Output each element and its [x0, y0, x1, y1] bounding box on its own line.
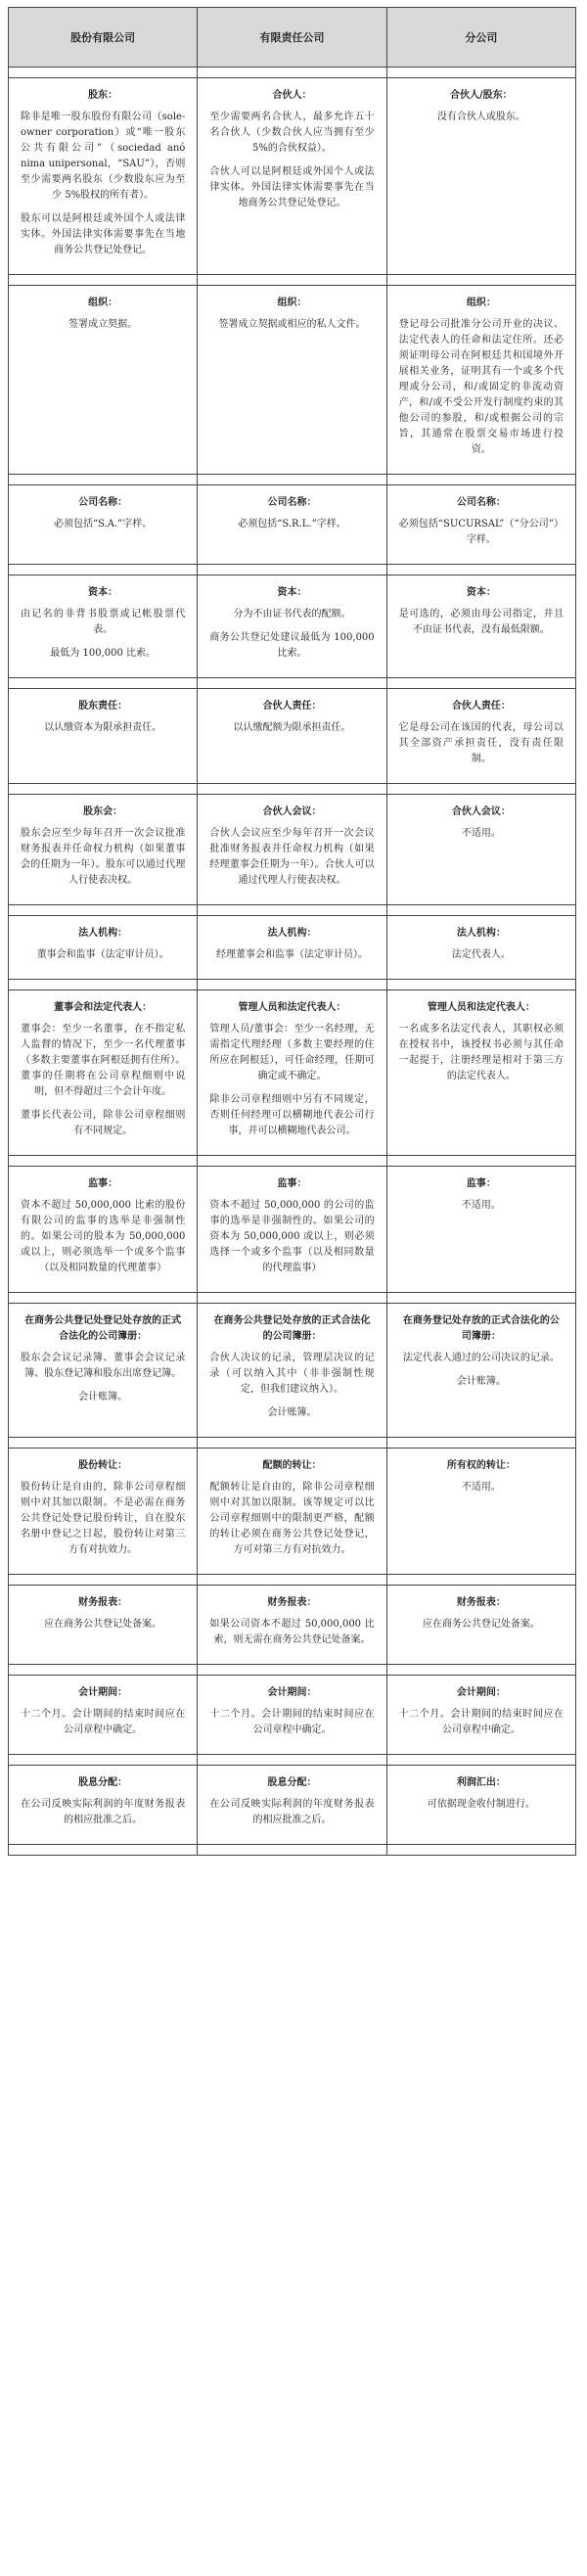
- cell-sa: [9, 1449, 198, 1575]
- cell-paragraph: 以认缴资本为限承担责任。: [44, 722, 162, 733]
- cell-srl: [198, 1676, 386, 1755]
- cell-paragraph: 除非公司章程细则中另有不同规定，否则任何经理可以横糊地代表公司行事，并可以横糊地代表公司。: [209, 1094, 375, 1136]
- spacer-cell: [386, 68, 575, 78]
- spacer-cell: [386, 1438, 575, 1449]
- cell-paragraph: 是可选的，必须由母公司指定，并且不由证书代表，没有最低限额。: [398, 609, 564, 635]
- cell-srl: [198, 1449, 386, 1575]
- cell-sa: [9, 1167, 198, 1293]
- spacer-cell: [9, 784, 198, 795]
- table-row: [9, 78, 576, 275]
- header-branch: 分公司: [386, 8, 575, 68]
- cell-sa: [9, 575, 198, 678]
- spacer-cell: [386, 905, 575, 916]
- cell-sa: [9, 485, 198, 565]
- cell-srl: [198, 1304, 386, 1438]
- cell-paragraph: 合伙人会议应至少每年召开一次会议批准财务报表并任命权力机构（如果经理董事会任期为一年）。合伙人可以通过代理人行使表决权。: [209, 828, 375, 886]
- spacer-cell: [386, 1293, 575, 1304]
- table-row: [9, 689, 576, 784]
- cell-paragraph: 签署成立契据。: [68, 319, 138, 330]
- cell-paragraph: 董事会和监事（法定审计员）。: [36, 949, 169, 960]
- spacer-row: [9, 68, 576, 78]
- cell-sa: [9, 78, 198, 275]
- cell-sa: [9, 1304, 198, 1438]
- cell-paragraph: 一名或多名法定代表人，其职权必须在授权书中，该授权书必须与其任命一起提于，注册经理是相对于第三方的法定代表人。: [398, 1024, 564, 1081]
- comparison-table: [8, 7, 576, 1856]
- spacer-cell: [9, 1293, 198, 1304]
- cell-paragraph: 合伙人可以是阿根廷或外国个人或法律实体。外国法律实体需要事先在当地商务公共登记处登记。: [209, 166, 375, 208]
- cell-branch: [386, 795, 575, 905]
- spacer-cell: [9, 68, 198, 78]
- cell-paragraph: 在公司反映实际利润的年度财务报表的相应批准之后。: [21, 1799, 186, 1825]
- cell-title: 财务报表：: [78, 1597, 128, 1608]
- cell-title: 合伙人会议：: [451, 806, 511, 817]
- cell-paragraph: 以认缴配额为限承担责任。: [233, 722, 351, 733]
- header-srl: 有限责任公司: [198, 8, 386, 68]
- cell-branch: [386, 1304, 575, 1438]
- cell-paragraph: 分为不由证书代表的配额。: [233, 609, 351, 620]
- spacer-cell: [198, 1755, 386, 1766]
- table-row: [9, 286, 576, 475]
- cell-branch: [386, 1167, 575, 1293]
- table-row: [9, 795, 576, 905]
- header-row: [9, 8, 576, 68]
- spacer-row: [9, 475, 576, 485]
- spacer-cell: [9, 1575, 198, 1586]
- table-row: [9, 575, 576, 678]
- spacer-row: [9, 1438, 576, 1449]
- cell-branch: [386, 78, 575, 275]
- table-row: [9, 1766, 576, 1845]
- spacer-cell: [386, 1665, 575, 1676]
- spacer-cell: [386, 1755, 575, 1766]
- cell-title: 组织：: [277, 298, 307, 308]
- cell-title: 所有权的转让：: [446, 1460, 516, 1471]
- cell-paragraph: 资本不超过 50,000,000 比索的股份有限公司的监事的选举是非强制性的。如果公司的股本为 50,000,000 或以上，则必须选举一个或多个监事（以及相同数量的代理董事）: [21, 1200, 186, 1273]
- spacer-cell: [9, 905, 198, 916]
- spacer-cell: [9, 1438, 198, 1449]
- table-row: [9, 1167, 576, 1293]
- spacer-cell: [198, 678, 386, 689]
- cell-paragraph: 会计账簿。: [267, 1407, 317, 1418]
- cell-paragraph: 如果公司资本不超过 50,000,000 比索，则无需在商务公共登记处备案。: [209, 1619, 375, 1645]
- cell-sa: [9, 795, 198, 905]
- table-row: [9, 1449, 576, 1575]
- cell-title: 监事：: [466, 1178, 496, 1189]
- spacer-cell: [386, 275, 575, 286]
- cell-paragraph: 不适用。: [461, 1482, 501, 1493]
- table-row: [9, 990, 576, 1156]
- cell-paragraph: 管理人员/董事会：至少一名经理，无需指定代理经理（多数主要经理的住所应在阿根廷），可任命经理，任期可确定或不确定。: [209, 1024, 375, 1081]
- spacer-cell: [198, 784, 386, 795]
- spacer-cell: [9, 1156, 198, 1167]
- cell-title: 会计期间：: [267, 1687, 317, 1698]
- spacer-cell: [9, 1755, 198, 1766]
- spacer-cell: [198, 565, 386, 575]
- cell-paragraph: 至少需要两名合伙人，最多允许五十名合伙人（少数合伙人应当拥有至少 5%的合伙权益）。: [209, 112, 375, 154]
- cell-sa: [9, 1766, 198, 1845]
- cell-title: 管理人员和法定代表人：: [427, 1002, 535, 1013]
- spacer-cell: [386, 1156, 575, 1167]
- cell-title: 监事：: [88, 1178, 118, 1189]
- cell-paragraph: 合伙人决议的记录，管理层决议的记录（可以纳入其中（非非强制性规定，但我们建议纳入）。: [209, 1353, 375, 1395]
- spacer-row: [9, 1156, 576, 1167]
- spacer-cell: [9, 678, 198, 689]
- spacer-row: [9, 784, 576, 795]
- cell-title: 股息分配：: [267, 1777, 317, 1788]
- cell-title: 股东：: [88, 90, 118, 101]
- cell-title: 在商务公共登记处存放的正式合法化的公司簿册：: [213, 1315, 371, 1342]
- cell-title: 财务报表：: [267, 1597, 317, 1608]
- cell-title: 合伙人责任：: [451, 701, 511, 712]
- cell-paragraph: 由记名的非背书股票或记帐股票代表。: [21, 609, 186, 635]
- cell-title: 合伙人会议：: [262, 806, 322, 817]
- spacer-row: [9, 1755, 576, 1766]
- spacer-cell: [198, 1575, 386, 1586]
- cell-paragraph: 应在商务公共登记处备案。: [422, 1619, 540, 1630]
- table-row: [9, 1586, 576, 1665]
- cell-sa: [9, 990, 198, 1156]
- table-row: [9, 1676, 576, 1755]
- cell-title: 公司名称：: [267, 497, 317, 508]
- header-sa: 股份有限公司: [9, 8, 198, 68]
- cell-title: 资本：: [466, 587, 496, 598]
- cell-title: 法人机构：: [267, 928, 317, 939]
- cell-title: 财务报表：: [456, 1597, 506, 1608]
- spacer-cell: [386, 1575, 575, 1586]
- table-row: [9, 1304, 576, 1438]
- spacer-row: [9, 1665, 576, 1676]
- cell-title: 法人机构：: [78, 928, 128, 939]
- spacer-row: [9, 678, 576, 689]
- cell-paragraph: 没有合伙人或股东。: [436, 112, 525, 122]
- cell-sa: [9, 1586, 198, 1665]
- cell-branch: [386, 1586, 575, 1665]
- cell-paragraph: 应在商务公共登记处备案。: [44, 1619, 162, 1630]
- cell-branch: [386, 575, 575, 678]
- spacer-cell: [9, 1665, 198, 1676]
- cell-paragraph: 董事长代表公司，除非公司章程细则有不同规定。: [21, 1110, 186, 1136]
- cell-paragraph: 股份转让是自由的，除非公司章程细则中对其加以限制。不是必需在商务公共登记处登记股份转让，自在股东名册中登记之日起，股份转让对第三方有对抗效力。: [21, 1482, 186, 1555]
- spacer-cell: [198, 1293, 386, 1304]
- cell-branch: [386, 689, 575, 784]
- cell-srl: [198, 916, 386, 980]
- cell-paragraph: 不适用。: [461, 828, 501, 839]
- cell-srl: [198, 485, 386, 565]
- cell-title: 公司名称：: [78, 497, 128, 508]
- spacer-cell: [386, 980, 575, 990]
- cell-title: 合伙人：: [272, 90, 312, 101]
- cell-paragraph: 股东可以是阿根廷或外国个人或法律实体。外国法律实体需要事先在当地商务公共登记处登记。: [21, 213, 186, 255]
- cell-title: 股东责任：: [78, 701, 128, 712]
- spacer-cell: [198, 1438, 386, 1449]
- cell-paragraph: 会计账簿。: [456, 1376, 506, 1387]
- spacer-cell: [198, 1156, 386, 1167]
- cell-title: 监事：: [277, 1178, 307, 1189]
- cell-sa: [9, 286, 198, 475]
- cell-paragraph: 十二个月。会计期间的结束时间应在公司章程中确定。: [398, 1709, 564, 1735]
- cell-paragraph: 登记母公司批准分公司开业的决议、法定代表人的任命和法定住所。还必须证明母公司在阿根廷共和国境外开展相关业务，证明其有一个或多个代理或分公司，和/或固定的非流动资产，和/或不受公开发行制度约束的其他公司的参股，和/或根据公司的宗旨，其通常在股票交易市场进行投资。: [398, 319, 564, 455]
- cell-paragraph: 必须包括“S.R.L.”字样。: [238, 519, 346, 529]
- spacer-cell: [198, 980, 386, 990]
- cell-title: 法人机构：: [456, 928, 506, 939]
- spacer-cell: [9, 565, 198, 575]
- spacer-row: [9, 1575, 576, 1586]
- cell-title: 资本：: [88, 587, 118, 598]
- cell-srl: [198, 78, 386, 275]
- cell-srl: [198, 795, 386, 905]
- cell-title: 公司名称：: [456, 497, 506, 508]
- cell-branch: [386, 485, 575, 565]
- cell-title: 合伙人责任：: [262, 701, 322, 712]
- spacer-row: [9, 980, 576, 990]
- cell-sa: [9, 1676, 198, 1755]
- spacer-cell: [198, 905, 386, 916]
- cell-paragraph: 签署成立契据或相应的私人文件。: [218, 319, 366, 330]
- cell-title: 会计期间：: [78, 1687, 128, 1698]
- cell-srl: [198, 286, 386, 475]
- cell-branch: [386, 1766, 575, 1845]
- spacer-cell: [386, 1845, 575, 1856]
- cell-paragraph: 可依据现金收付制进行。: [427, 1799, 535, 1810]
- spacer-cell: [386, 475, 575, 485]
- cell-paragraph: 十二个月。会计期间的结束时间应在公司章程中确定。: [209, 1709, 375, 1735]
- cell-paragraph: 董事会：至少一名董事，在不指定私人监督的情况下，至少一名代理董事（多数主要董事在阿根廷拥有住所）。董事的任期将在公司章程细则中说明，但不得超过三个会计年度。: [21, 1024, 186, 1097]
- cell-branch: [386, 286, 575, 475]
- cell-srl: [198, 1766, 386, 1845]
- cell-title: 管理人员和法定代表人：: [238, 1002, 346, 1013]
- spacer-cell: [9, 275, 198, 286]
- cell-srl: [198, 575, 386, 678]
- cell-paragraph: 它是母公司在该国的代表，母公司以其全部资产承担责任，没有责任限制。: [398, 722, 564, 764]
- spacer-row: [9, 1293, 576, 1304]
- cell-paragraph: 在公司反映实际利润的年度财务报表的相应批准之后。: [209, 1799, 375, 1825]
- spacer-row: [9, 905, 576, 916]
- spacer-cell: [198, 275, 386, 286]
- cell-title: 配额的转让：: [262, 1460, 322, 1471]
- spacer-cell: [386, 678, 575, 689]
- cell-srl: [198, 689, 386, 784]
- cell-paragraph: 法定代表人通过的公司决议的记录。: [402, 1353, 560, 1363]
- cell-title: 在商务登记处存放的正式合法化的公司簿册：: [402, 1315, 560, 1342]
- cell-branch: [386, 1676, 575, 1755]
- cell-title: 股份转让：: [78, 1460, 128, 1471]
- spacer-cell: [9, 475, 198, 485]
- cell-title: 利润汇出：: [456, 1777, 506, 1788]
- spacer-cell: [386, 565, 575, 575]
- cell-branch: [386, 1449, 575, 1575]
- spacer-row: [9, 1845, 576, 1856]
- cell-title: 董事会和法定代表人：: [54, 1002, 153, 1013]
- cell-srl: [198, 990, 386, 1156]
- cell-paragraph: 除非是唯一股东股份有限公司（sole-owner corporation）或“唯一股东公共有限公司”（sociedad anó nima unipersonal，“SAU”），否则至少需要两名股东（少数股东应为至少 5%股权的所有者）。: [21, 112, 186, 201]
- cell-paragraph: 不适用。: [461, 1200, 501, 1211]
- table-body: [9, 68, 576, 1856]
- spacer-row: [9, 275, 576, 286]
- cell-paragraph: 法定代表人。: [451, 949, 511, 960]
- cell-paragraph: 十二个月。会计期间的结束时间应在公司章程中确定。: [21, 1709, 186, 1735]
- spacer-cell: [9, 980, 198, 990]
- cell-paragraph: 必须包括“S.A.”字样。: [54, 519, 153, 529]
- cell-paragraph: 资本不超过 50,000,000 的公司的监事的选举是非强制性的。如果公司的资本为 50,000,000 或以上，则必须选择一个或多个监事（以及相同数量的代理监事）: [209, 1200, 375, 1273]
- cell-srl: [198, 1586, 386, 1665]
- cell-sa: [9, 689, 198, 784]
- cell-title: 组织：: [466, 298, 496, 308]
- cell-title: 会计期间：: [456, 1687, 506, 1698]
- cell-paragraph: 商务公共登记处建议最低为 100,000 比索。: [209, 632, 375, 659]
- cell-title: 股息分配：: [78, 1777, 128, 1788]
- cell-title: 资本：: [277, 587, 307, 598]
- cell-sa: [9, 916, 198, 980]
- cell-paragraph: 经理董事会和监事（法定审计员）。: [215, 949, 368, 960]
- cell-title: 合伙人/股东：: [450, 90, 513, 101]
- spacer-cell: [386, 784, 575, 795]
- cell-paragraph: 股东会会议记录簿、董事会会议记录簿、股东登记簿和股东出席登记簿。: [21, 1353, 186, 1379]
- cell-srl: [198, 1167, 386, 1293]
- cell-title: 在商务公共登记处登记处存放的正式合法化的公司簿册：: [24, 1315, 182, 1342]
- cell-title: 股东会：: [83, 806, 123, 817]
- spacer-cell: [198, 475, 386, 485]
- cell-branch: [386, 990, 575, 1156]
- spacer-cell: [9, 1845, 198, 1856]
- spacer-row: [9, 565, 576, 575]
- spacer-cell: [198, 1665, 386, 1676]
- cell-paragraph: 股东会应至少每年召开一次会议批准财务报表并任命权力机构（如果董事会的任期为一年）。股东可以通过代理人行使表决权。: [21, 828, 186, 886]
- cell-branch: [386, 916, 575, 980]
- spacer-cell: [198, 68, 386, 78]
- cell-title: 组织：: [88, 298, 118, 308]
- table-row: [9, 916, 576, 980]
- table-row: [9, 485, 576, 565]
- spacer-cell: [198, 1845, 386, 1856]
- cell-paragraph: 配额转让是自由的，除非公司章程细则中对其加以限制。该等规定可以比公司章程细则中的限制更严格，配额的转让必须在商务公共登记处登记，方可对第三方有对抗效力。: [209, 1482, 375, 1555]
- cell-paragraph: 会计账簿。: [78, 1392, 128, 1403]
- cell-paragraph: 最低为 100,000 比索。: [50, 648, 157, 659]
- cell-paragraph: 必须包括“SUCURSAL”（“分公司”）字样。: [398, 519, 564, 545]
